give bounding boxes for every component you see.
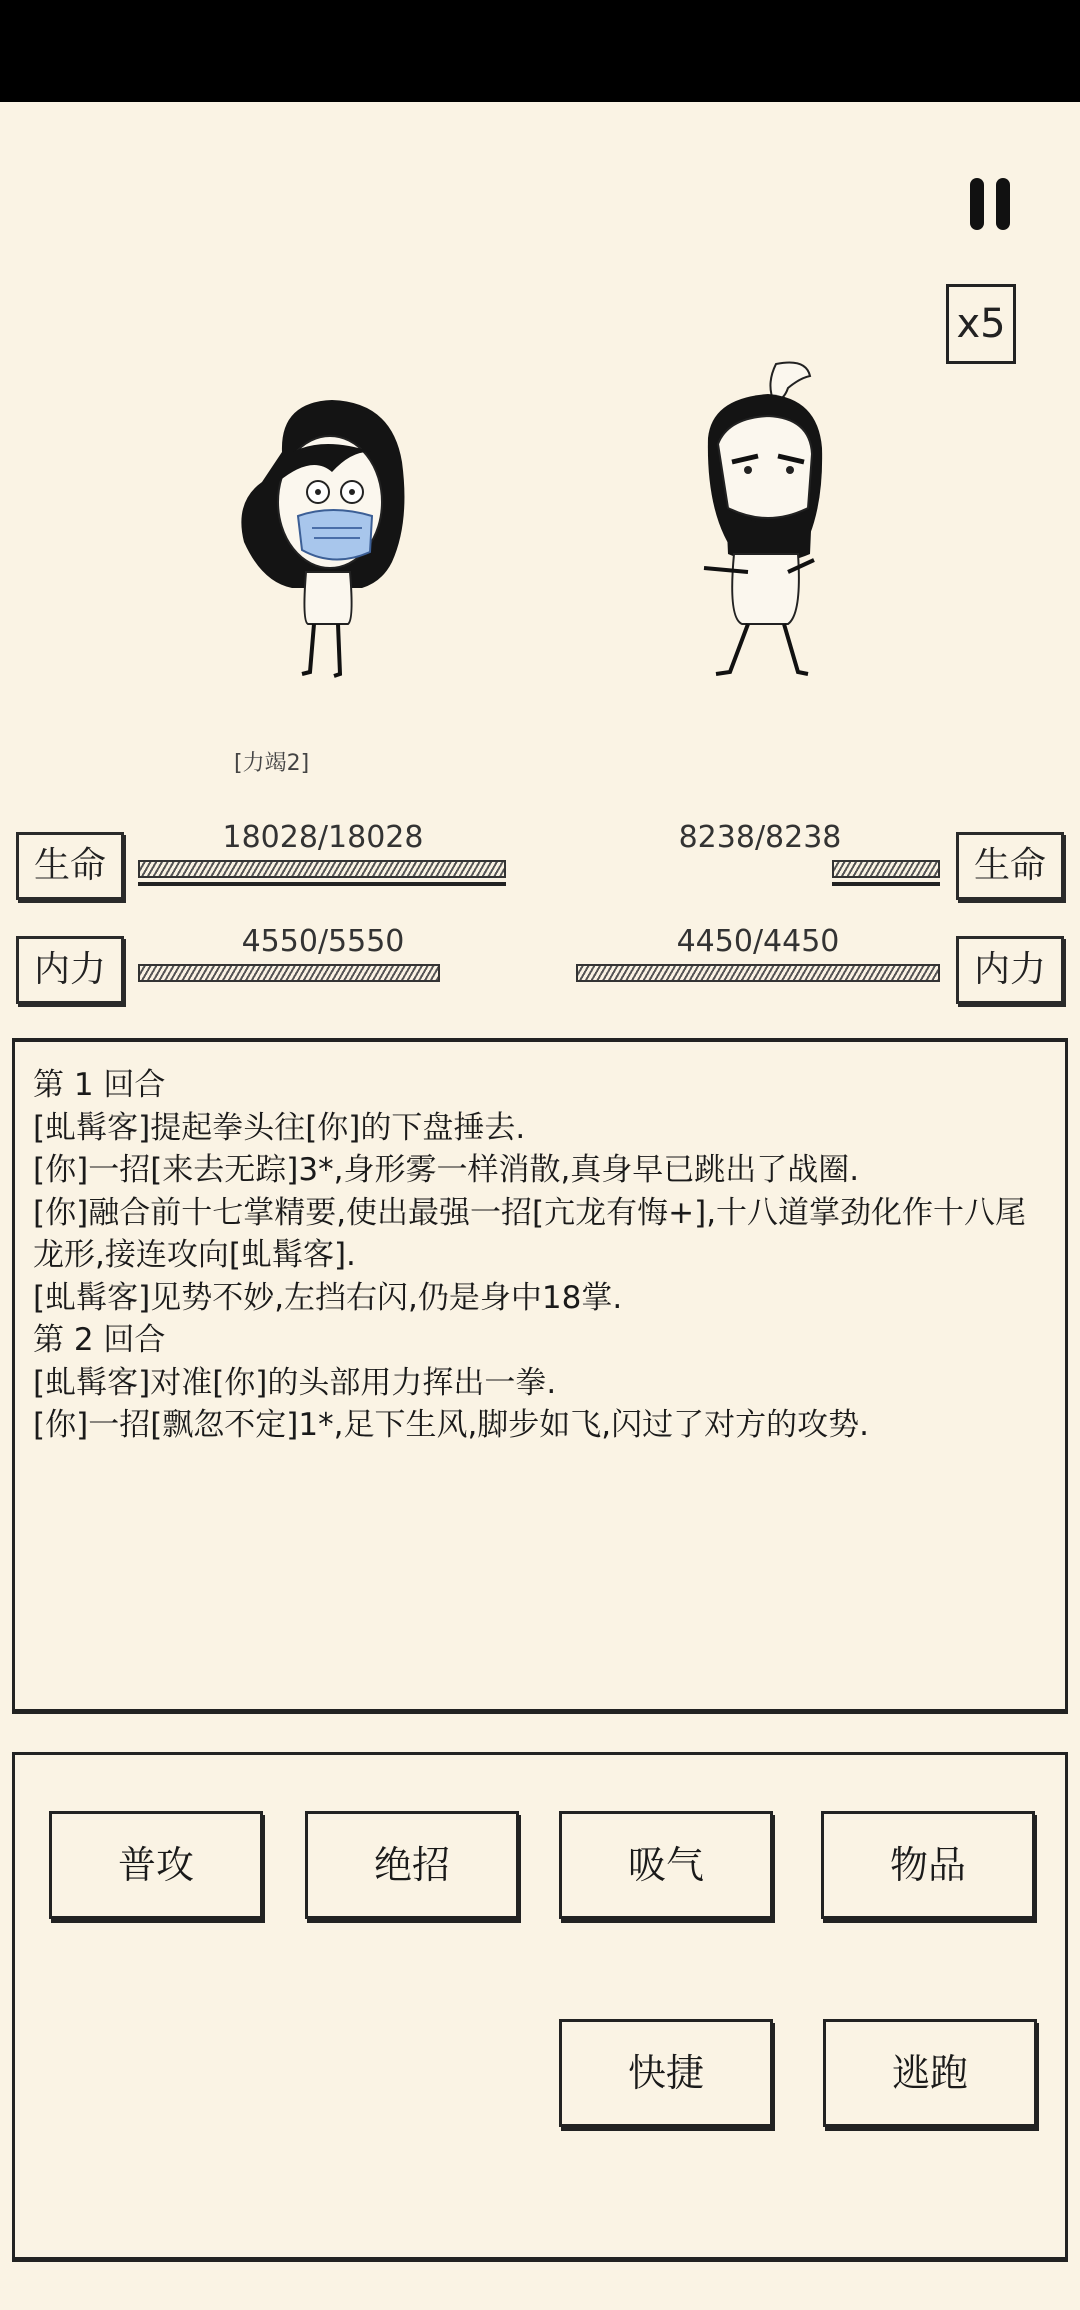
player-status-effect: [力竭2] — [234, 751, 310, 776]
battle-log[interactable] — [12, 1038, 1068, 1714]
system-status-bar — [0, 0, 1080, 102]
breathe-button[interactable]: 吸气 — [559, 1811, 773, 1919]
enemy-hp-label: 生命 — [956, 832, 1064, 900]
flee-button[interactable]: 逃跑 — [823, 2019, 1037, 2127]
log-line: 第 2 回合 — [33, 1322, 166, 1358]
action-panel — [12, 1752, 1068, 2262]
speed-toggle-button[interactable]: x5 — [946, 284, 1016, 364]
attack-button[interactable]: 普攻 — [49, 1811, 263, 1919]
enemy-character — [688, 358, 838, 678]
player-hp-value: 18028/18028 — [222, 820, 424, 855]
log-line: 第 1 回合 — [33, 1067, 166, 1103]
player-mp-bar — [138, 964, 440, 982]
player-mp-value: 4550/5550 — [241, 924, 405, 959]
log-line: [你]一招[来去无踪]3*,身形雾一样消散,真身早已跳出了战圈. — [33, 1152, 860, 1188]
log-line: [你]融合前十七掌精要,使出最强一招[亢龙有悔+],十八道掌劲化作十八尾龙形,接连攻向[虬髯客]. — [33, 1194, 1027, 1273]
enemy-mp-label: 内力 — [956, 936, 1064, 1004]
player-character — [222, 392, 422, 682]
enemy-hp-bar — [832, 860, 940, 878]
enemy-hp-value: 8238/8238 — [678, 820, 842, 855]
player-mp-label: 内力 — [16, 936, 124, 1004]
log-line: [虬髯客]提起拳头往[你]的下盘捶去. — [33, 1109, 526, 1146]
pause-button[interactable] — [966, 178, 1014, 234]
log-line: [虬髯客]见势不妙,左挡右闪,仍是身中18掌. — [33, 1279, 623, 1316]
player-hp-bar — [138, 860, 506, 878]
items-button[interactable]: 物品 — [821, 1811, 1035, 1919]
enemy-mp-value: 4450/4450 — [676, 924, 840, 959]
player-hp-label: 生命 — [16, 832, 124, 900]
log-line: [你]一招[飘忽不定]1*,足下生风,脚步如飞,闪过了对方的攻势. — [33, 1407, 870, 1443]
quick-button[interactable]: 快捷 — [559, 2019, 773, 2127]
ultimate-button[interactable]: 绝招 — [305, 1811, 519, 1919]
enemy-mp-bar — [576, 964, 940, 982]
pause-icon — [970, 178, 984, 230]
log-line: [虬髯客]对准[你]的头部用力挥出一拳. — [33, 1364, 557, 1401]
